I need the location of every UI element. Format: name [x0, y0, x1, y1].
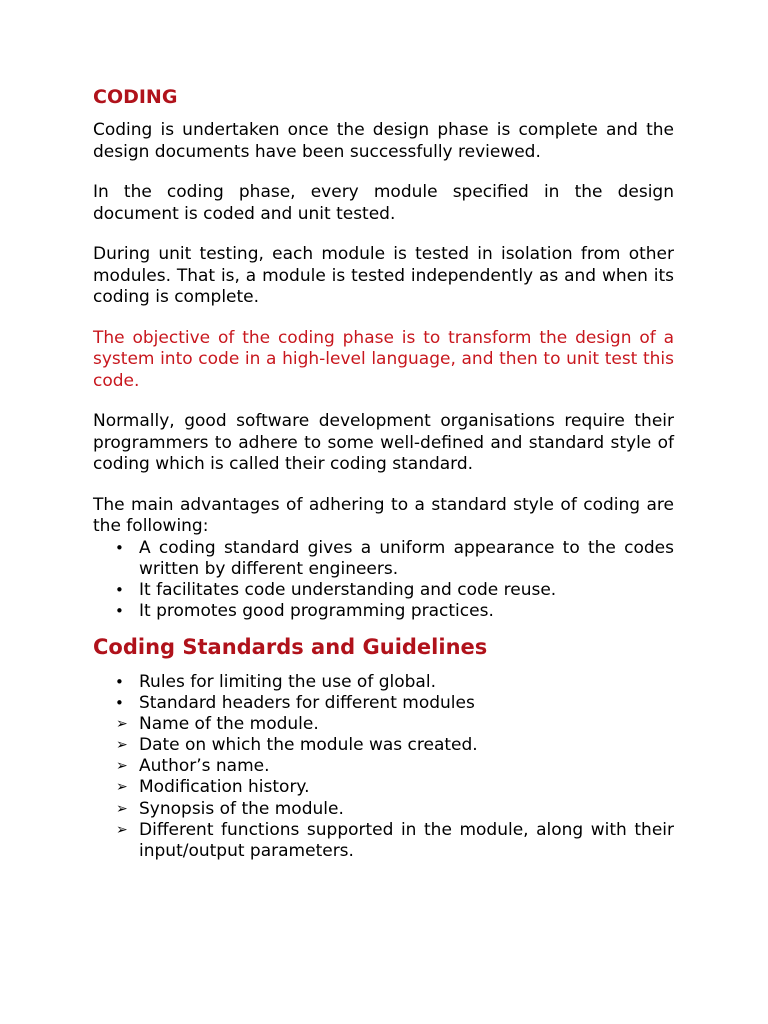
bullet-icon: • — [115, 693, 124, 712]
list-item-text: Rules for limiting the use of global. — [139, 671, 436, 692]
sub-list-item — [116, 756, 674, 777]
list-item-text: It promotes good programming practices. — [139, 600, 494, 621]
sub-list-item — [116, 713, 674, 735]
sub-list-item — [116, 777, 674, 798]
paragraph-advantages-intro: The main advantages of adhering to a standard style of coding are the following: — [93, 494, 674, 536]
sub-list-item — [116, 798, 674, 820]
list-item-text: A coding standard gives a uniform appearance to the codes written by different engineers. — [139, 537, 674, 579]
sub-list-item — [116, 734, 674, 756]
sub-list-item-text: Synopsis of the module. — [139, 798, 344, 819]
list-item — [115, 671, 674, 693]
guidelines-list — [93, 672, 674, 714]
list-item — [115, 579, 674, 601]
sub-list-item-text: Name of the module. — [139, 713, 319, 734]
arrow-bullet-icon: ➢ — [116, 800, 128, 817]
section-title: Coding Standards and Guidelines — [93, 634, 488, 659]
list-item — [115, 692, 674, 714]
advantages-list — [93, 538, 674, 622]
list-item — [115, 537, 674, 580]
header-items-list — [93, 714, 674, 863]
paragraph-coding-standard: Normally, good software development organisations require their programmers to adhere to some well-defined and standard style of coding which is called their coding standard. — [93, 411, 674, 474]
sub-list-item — [116, 819, 674, 863]
paragraph-coding-phase: In the coding phase, every module specified in the design document is coded and unit tested. — [93, 182, 674, 224]
document-page — [93, 84, 674, 863]
arrow-bullet-icon: ➢ — [116, 715, 128, 732]
sub-list-item-text: Different functions supported in the module, along with their input/output parameters. — [139, 819, 674, 862]
list-item-text: It facilitates code understanding and code reuse. — [139, 579, 557, 600]
paragraph-unit-testing: During unit testing, each module is tested in isolation from other modules. That is, a module is tested independently as and when its coding is complete. — [93, 244, 674, 307]
bullet-icon: • — [115, 580, 124, 599]
arrow-bullet-icon: ➢ — [116, 779, 128, 796]
bullet-icon: • — [115, 601, 124, 620]
paragraph-intro: Coding is undertaken once the design phase is complete and the design documents have been successfully reviewed. — [93, 120, 674, 162]
sub-list-item-text: Modification history. — [139, 777, 310, 798]
sub-list-item-text: Author’s name. — [139, 756, 270, 777]
list-item-text: Standard headers for different modules — [139, 692, 475, 713]
bullet-icon: • — [115, 672, 124, 691]
page-title: CODING — [93, 86, 178, 108]
arrow-bullet-icon: ➢ — [116, 821, 128, 838]
arrow-bullet-icon: ➢ — [116, 736, 128, 753]
arrow-bullet-icon: ➢ — [116, 758, 128, 775]
list-item — [115, 600, 674, 622]
bullet-icon: • — [115, 538, 124, 557]
sub-list-item-text: Date on which the module was created. — [139, 734, 478, 755]
paragraph-objective-highlight: The objective of the coding phase is to transform the design of a system into code in a high-level language, and then to unit test this code. — [93, 327, 674, 391]
